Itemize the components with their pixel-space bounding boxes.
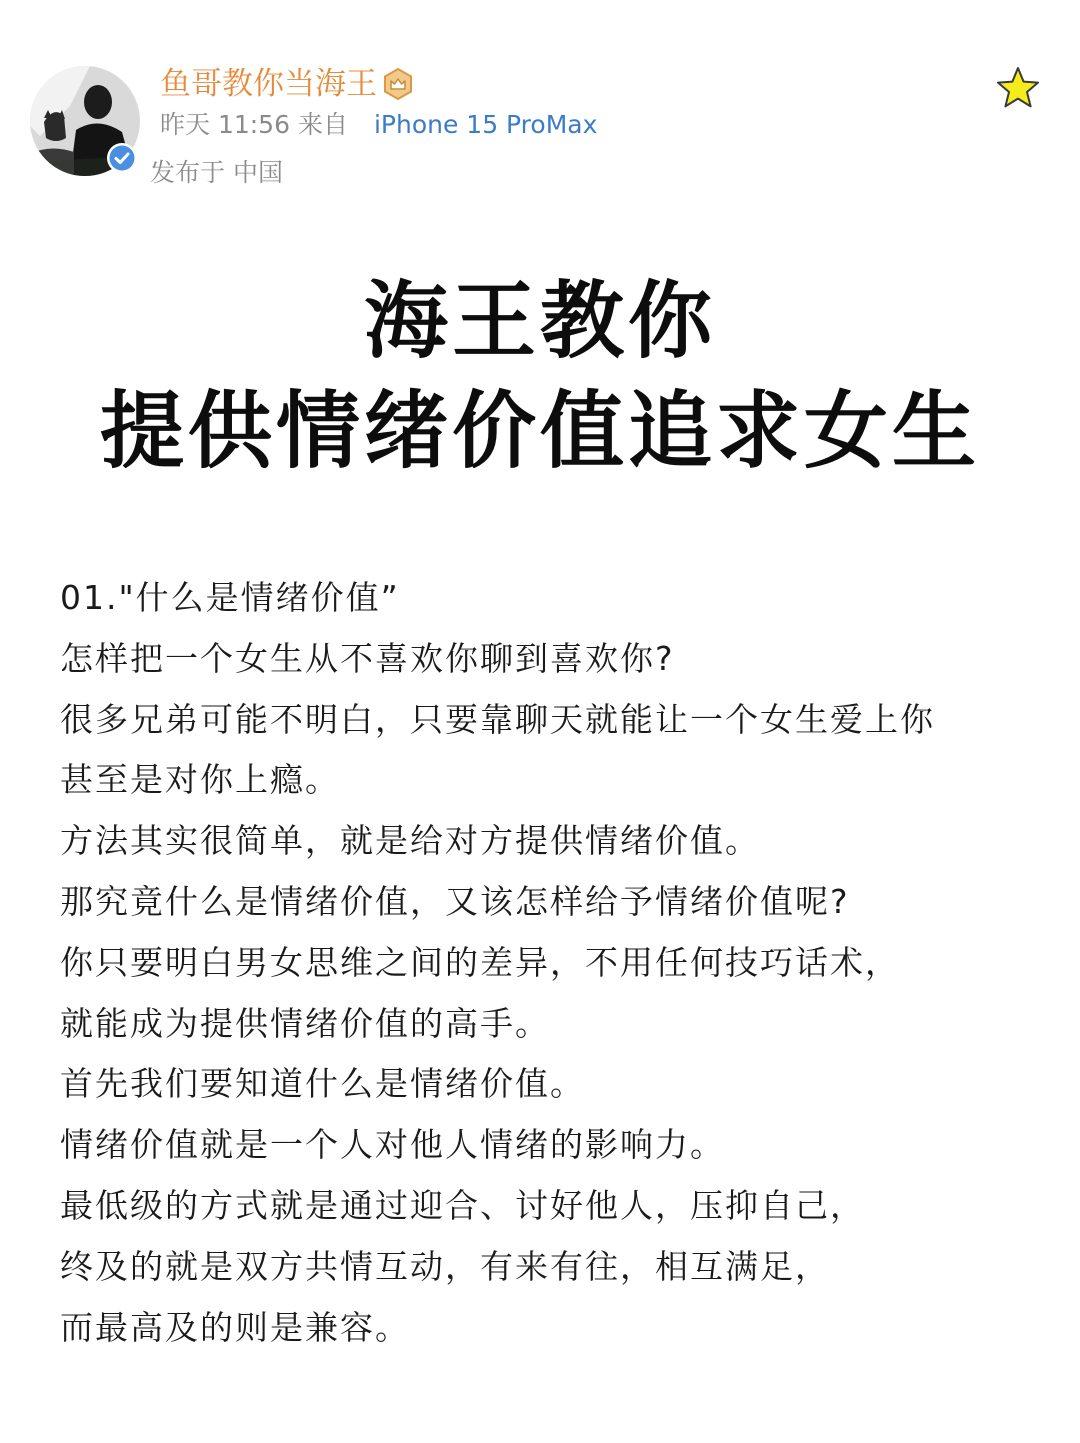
body-line: 那究竟什么是情绪价值，又该怎样给予情绪价值呢? <box>60 881 850 921</box>
body-line: 最低级的方式就是通过迎合、讨好他人，压抑自己， <box>60 1185 865 1225</box>
body-line: 就能成为提供情绪价值的高手。 <box>60 1003 550 1043</box>
post-location: 发布于 中国 <box>150 158 283 187</box>
body-line: 方法其实很简单，就是给对方提供情绪价值。 <box>60 821 760 861</box>
device-source-link[interactable]: iPhone 15 ProMax <box>373 110 598 139</box>
username-row[interactable] <box>160 64 415 104</box>
verified-badge-icon <box>106 142 138 174</box>
star-icon[interactable] <box>994 64 1042 112</box>
title-line-2: 提供情绪价值追求女生 <box>99 382 980 480</box>
title-line-1: 海王教你 <box>363 272 716 370</box>
body-line: 01."什么是情绪价值” <box>60 578 400 617</box>
body-line: 而最高及的则是兼容。 <box>60 1307 410 1347</box>
crown-level-badge-icon <box>381 67 415 101</box>
post-body <box>60 568 1040 1358</box>
body-line: 终及的就是双方共情互动，有来有往，相互满足， <box>60 1246 830 1286</box>
body-line: 怎样把一个女生从不喜欢你聊到喜欢你? <box>60 638 675 678</box>
post-meta <box>160 108 597 142</box>
post-timestamp: 昨天 11:56 来自 <box>160 110 348 139</box>
body-line: 情绪价值就是一个人对他人情绪的影响力。 <box>60 1125 725 1165</box>
post-header <box>0 0 1080 200</box>
post-title <box>0 266 1080 486</box>
body-line: 你只要明白男女思维之间的差异，不用任何技巧话术， <box>60 942 900 982</box>
body-line: 甚至是对你上瘾。 <box>60 760 340 800</box>
username[interactable]: 鱼哥教你当海王 <box>160 66 377 102</box>
body-line: 首先我们要知道什么是情绪价值。 <box>60 1064 585 1104</box>
body-line: 很多兄弟可能不明白，只要靠聊天就能让一个女生爱上你 <box>60 699 935 739</box>
